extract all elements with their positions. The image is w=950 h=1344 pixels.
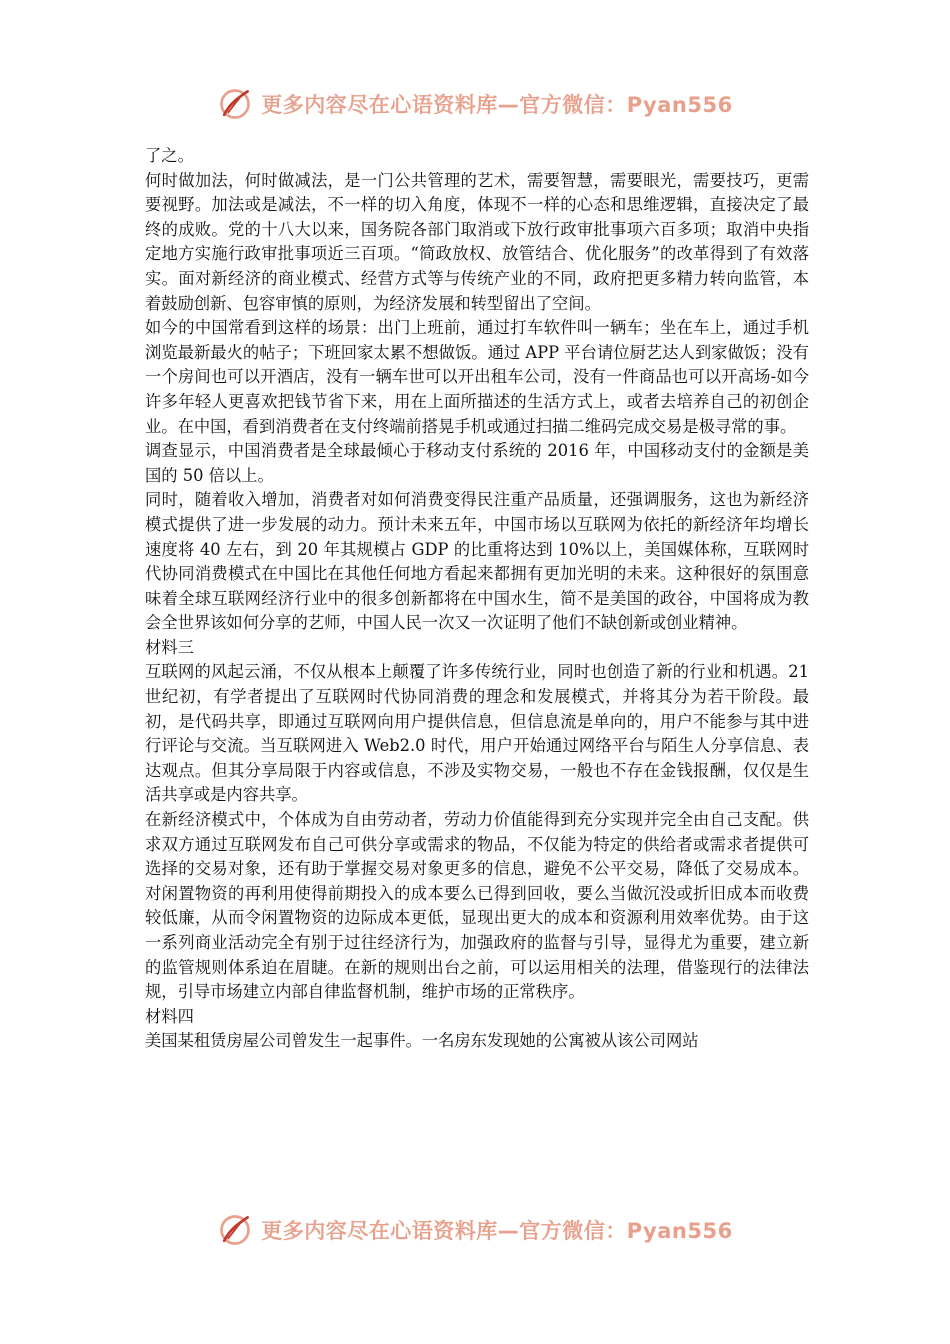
pen-swirl-icon [217,86,253,122]
document-body [145,144,809,1054]
footer-watermark-banner [0,1206,950,1254]
header-watermark-banner [0,80,950,128]
footer-banner-text: 更多内容尽在心语资料库—官方微信：Pyan556 [261,1219,733,1243]
pen-swirl-icon [217,1212,253,1248]
paragraph: 美国某租赁房屋公司曾发生一起事件。一名房东发现她的公寓被从该公司网站 [145,1031,699,1051]
section-heading: 材料三 [145,637,194,657]
section-heading: 材料四 [145,1006,194,1026]
paragraph: 了之。 [145,146,194,165]
paragraph: 调查显示，中国消费者是全球最倾心于移动支付系统的 2016 年，中国移动支付的金额是美国的 50 倍以上。 [145,441,809,485]
paragraph: 同时，随着收入增加，消费者对如何消费变得民注重产品质量，还强调服务，这也为新经济模式提供了进一步发展的动力。预计未来五年，中国市场以互联网为依托的新经济年均增长速度将 40 左右，到 20 年其规模占 GDP 的比重将达到 10%以上，美国媒体称，互联网时代协同消费模式在中国比在其他任何地方看起来都拥有更加光明的未来。这种很好的氛围意味着全球互联网经济行业中的很多创新都将在中国水生，简不是美国的政谷，中国将成为教会全世界该如何分享的艺师，中国人民一次又一次证明了他们不缺创新或创业精神。 [145,490,809,633]
paragraph: 互联网的风起云涌，不仅从根本上颠覆了许多传统行业，同时也创造了新的行业和机遇。21 世纪初，有学者提出了互联网时代协同消费的理念和发展模式，并将其分为若干阶段。最初，是代码共享，即通过互联网向用户提供信息，但信息流是单向的，用户不能参与其中进行评论与交流。当互联网进入 Web2.0 时代，用户开始通过网络平台与陌生人分享信息、表达观点。但其分享局限于内容或信息，不涉及实物交易，一般也不存在金钱报酬，仅仅是生活共享或是内容共享。 [145,662,809,805]
paragraph: 何时做加法，何时做减法，是一门公共管理的艺术，需要智慧，需要眼光，需要技巧，更需要视野。加法或是减法，不一样的切入角度，体现不一样的心态和思维逻辑，直接决定了最终的成败。党的十八大以来，国务院各部门取消或下放行政审批事项六百多项；取消中央指定地方实施行政审批事项近三百项。“简政放权、放管结合、优化服务”的改革得到了有效落实。面对新经济的商业模式、经营方式等与传统产业的不同，政府把更多精力转向监管，本着鼓励创新、包容审慎的原则，为经济发展和转型留出了空间。 [145,170,809,313]
header-banner-text: 更多内容尽在心语资料库—官方微信：Pyan556 [261,93,733,117]
paragraph: 如今的中国常看到这样的场景：出门上班前，通过打车软件叫一辆车；坐在车上，通过手机浏览最新最火的帖子；下班回家太累不想做饭。通过 APP 平台请位厨艺达人到家做饭；没有一个房间也可以开酒店，没有一辆车世可以开出租车公司，没有一件商品也可以开高场-如今许多年轻人更喜欢把钱节省下来，用在上面所描述的生活方式上，或者去培养自己的初创企业。在中国，看到消费者在支付终端前搭晃手机或通过扫描二维码完成交易是极寻常的事。 [145,318,809,436]
paragraph: 在新经济模式中，个体成为自由劳动者，劳动力价值能得到充分实现并完全由自己支配。供求双方通过互联网发布自己可供分享或需求的物品，不仅能为特定的供给者或需求者提供可选择的交易对象，还有助于掌握交易对象更多的信息，避免不公平交易，降低了交易成本。对闲置物资的再利用使得前期投入的成本要么已得到回收，要么当做沉没或折旧成本而收费较低廉，从而令闲置物资的边际成本更低，显现出更大的成本和资源利用效率优势。由于这一系列商业活动完全有别于过往经济行为，加强政府的监督与引导，显得尤为重要，建立新的监管规则体系迫在眉睫。在新的规则出台之前，可以运用相关的法理，借鉴现行的法律法规，引导市场建立内部自律监督机制，维护市场的正常秩序。 [145,810,809,1002]
